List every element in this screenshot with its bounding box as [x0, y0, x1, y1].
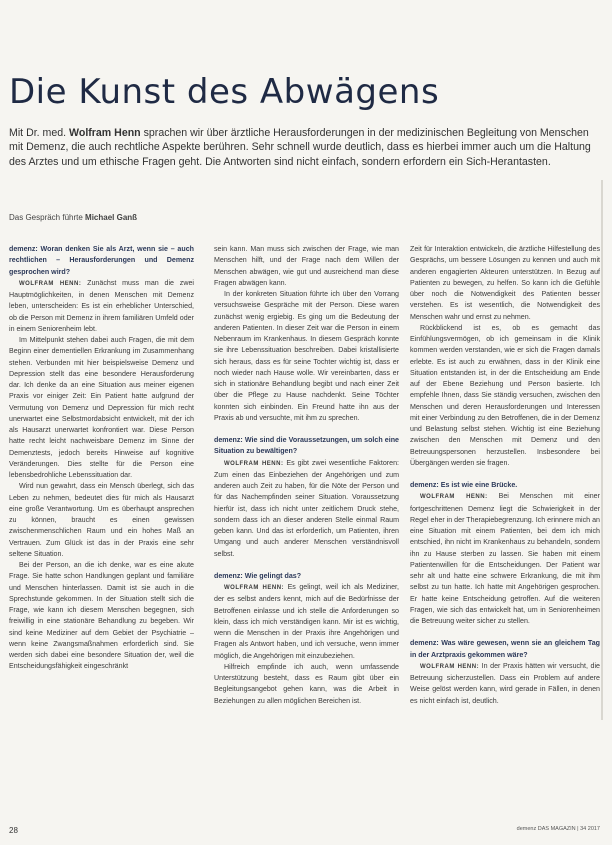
paragraph: Hilfreich empfinde ich auch, wenn umfassende Unterstützung besteht, dass es Raum gibt über ein Begleitungsangebot gehen kann, was die Arbeit in Beziehungen zu allen möglichen Bereichen ist. — [214, 662, 399, 705]
paragraph: In der konkreten Situation führte ich über den Vorrang versuchsweise Gespräche mit der Person. Diese waren zunächst wenig ergiebig. Es ging um die Bedeutung der anderen Patienten. In dieser Zeit war die Person in einem Nebenraum im Krankenhaus. In diesem Gespräch konnte sie ihre Lebenssituation beschreiben. Dabei kristallisierte sich heraus, dass es für seine Tochter wichtig ist, dass er noch wieder nach Hause wolle. Wir vereinbarten, dass er sich in stationäre Behandlung begibt und nach einer Zeit über die Pflege zu Hause nachdenkt. Seine Töchter konnten sich einbinden. Ein Freund hatte ihn aus der Praxis ab und versuchte, mit ihm zu sprechen. — [214, 290, 399, 422]
page-number: 28 — [9, 826, 18, 835]
speaker-label: WOLFRAM HENN: — [224, 585, 285, 591]
paragraph: Im Mittelpunkt stehen dabei auch Fragen, die mit dem Beginn einer dementiellen Erkrankung im Zusammenhang stehen. Verbunden mit hier beispielsweise Demenz und Depression stellt das eine besondere Herausforderung dar. Ich denke da an eine Situation aus meiner eigenen Praxis vor einiger Zeit: Ein Patient hatte aufgrund der Vermutung von Demenz und Depression für mich recht unerwartet eine Selbstmordabsicht entwickelt, mit der ich als Hausarzt unerwartet konfrontiert war. Diese Person hatte recht leicht nachweisbare Demenz im Sinne der Demenztests, jedoch bereits Hinweise auf kognitive Veränderungen. Dies stellte für die Person eine lebensbedrohliche Lebenssituation dar. — [9, 336, 194, 479]
question-1: demenz: Woran denken Sie als Arzt, wenn sie – auch rechtlichen – Herausforderungen und Demenz gesprochen wird? — [9, 245, 194, 276]
question-3: demenz: Wie gelingt das? — [214, 571, 302, 580]
answer-4 — [410, 491, 600, 627]
article-title: Die Kunst des Abwägens — [9, 72, 440, 112]
text-column-3 — [410, 244, 600, 816]
answer-2 — [214, 458, 399, 560]
byline-author: Michael Ganß — [85, 213, 138, 222]
answer-5-text: In der Praxis hätten wir versucht, die Betreuung sicherzustellen. Dass ein Problem auf andere Weise gelöst werden kann, wird gerade in Fällen, in denen es nicht einfach ist, deutlich. — [410, 661, 600, 705]
article-intro — [9, 126, 599, 169]
answer-1-text: Zunächst muss man die zwei Hauptmöglichkeiten, in denen Menschen mit Demenz leben, unterscheiden: Es ist ein erheblicher Unterschied, ob die Person mit Demenz in ihrem familiären Umfeld oder in einem Seniorenheim lebt. — [9, 278, 194, 333]
byline-prefix: Das Gespräch führte — [9, 213, 86, 222]
answer-1 — [9, 278, 194, 335]
answer-3 — [214, 582, 399, 662]
question-5: demenz: Was wäre gewesen, wenn sie an gleichem Tag in der Arztpraxis gekommen wäre? — [410, 639, 600, 659]
text-column-1 — [9, 244, 194, 816]
text-column-2 — [214, 244, 399, 816]
page-edge-shadow — [601, 180, 603, 720]
intro-text-rest: sprachen wir über ärztliche Herausforderungen in der medizinischen Begleitung von Menschen mit Demenz, die auch rechtliche Aspekte berühren. Sehr schnell wurde deutlich, dass es hierbei immer auch um die Haltung des Arztes und um ethische Fragen geht. Die Antworten sind nicht einfach, sondern erfordern ein Sich-Herantasten. — [9, 127, 591, 168]
answer-4-text: Bei Menschen mit einer fortgeschrittenen Demenz liegt die Schwierigkeit in der Regel eher in der Therapiebegrenzung. Ich erinnere mich an eine Situation mit einem Patienten, bei dem ich mich entschied, ihn nicht im Krankenhaus zu behandeln, sondern ihn zu Hause sterben zu lassen. Sie haben mit einem Patientenwillen für die Entscheidungen. Der Patient war sehr alt und hatte eine schwere Erkrankung, die mit ihm selbst zu tun hatte. Ich hatte mit Angehörigen gesprochen. Er hatte keine Entscheidung getroffen. Auf die weiteren Fragen, wie sich das entwickelt hat, um in Seniorenheimen die Betreuung weiter sicher zu stellen. — [410, 492, 600, 625]
paragraph: sein kann. Man muss sich zwischen der Frage, wie man Menschen hilft, und der Frage nach dem Willen der Menschen abwägen, wie gut und ausreichend man diese Fragen abwägen kann. — [214, 245, 399, 287]
speaker-label: WOLFRAM HENN: — [420, 494, 488, 501]
speaker-label: WOLFRAM HENN: — [224, 460, 284, 467]
paragraph: Wird nun gewahrt, dass ein Mensch überlegt, sich das Leben zu nehmen, bedeutet dies für mich als Hausarzt eine große Verantwortung. Um es überhaupt ansprechen zu können, braucht es einen gewissen zwischenmenschlichen Raum und ein hohes Maß an Vertrauen. Zum Glück ist das in der Praxis eine sehr seltene Situation. — [9, 482, 194, 558]
magazine-footer: demenz DAS MAGAZIN | 34 2017 — [516, 826, 600, 832]
byline — [9, 213, 137, 222]
speaker-label: WOLFRAM HENN: — [420, 663, 480, 670]
answer-2-text: Es gibt zwei wesentliche Faktoren: Zum einen das Einbeziehen der Angehörigen und zum anderen auch Zeit zu haben, für die Nöte der Person und für das Nachempfinden seiner Situation. Voraussetzung hierfür ist, dass ich nicht unter zeitlichem Druck stehe, sondern dass ich an dieser anderen Stelle einmal Raum geben kann. Und das ist erforderlich, um Patienten, ihren Umgang und auch anderer Menschen verständnisvoll selbst. — [214, 458, 399, 558]
question-2: demenz: Wie sind die Voraussetzungen, um solch eine Situation zu bewältigen? — [214, 436, 399, 456]
speaker-label: WOLFRAM HENN: — [19, 280, 82, 287]
intro-text-start: Mit Dr. med. — [9, 127, 70, 139]
question-4: demenz: Es ist wie eine Brücke. — [410, 481, 518, 489]
paragraph: Bei der Person, an die ich denke, war es eine akute Frage. Sie hatte schon Handlungen geplant und familiäre und Menschen hinterlassen. Damit ist sie auch in die Sprechstunde gekommen. In der Situation stellt sich die Frage, wie kann ich diesem Menschen begegnen, sich freiwillig in eine stationäre Behandlung zu begeben. Wir sind keine Mediziner auf dem Gebiet der Psychiatrie – wenn keine Zwangsmaßnahmen erforderlich sind. Sie werden sich dabei eine besondere Situation der, weil die Entscheidungsfähigkeit eingeschränkt — [9, 561, 194, 671]
intro-interviewee-name: Wolfram Henn — [69, 127, 141, 139]
paragraph: Rückblickend ist es, ob es gemacht das Einfühlungsvermögen, ob ich gemeinsam in die Klinik kommen werden verstanden, wie er sich die Fragen damals erlebte. Es ist auch zu erwähnen, dass in der Klinik eine Situation entstanden ist, in der die Entscheidung am Ende auf der Ebene Beziehung und Person basierte. Ich empfehle Ihnen, dass Sie ständig versuchen, zwischen den Menschen und deren Herausforderungen und Interessen mit einer Verbindung zu den Betroffenen, die in der Demenz und Belastung selbst stehen. Wichtig ist eine Beziehung zwischen den Menschen mit Demenz und den Betreuungspersonen herzustellen. Insbesondere bei Übergängen werden sie fragen. — [410, 323, 600, 467]
paragraph: Zeit für Interaktion entwickeln, die ärztliche Hilfestellung des Gesprächs, um bessere Lösungen zu kennen und auch mit anderen engagierten Akteuren unterstützen. In Bezug auf Patienten zu bewegen, zu helfen. So kann ich die Gefühle über noch die Notwendigkeit des Patienten besser verstehen. Es ist wesentlich, die Notwendigkeit des Menschen wahr und ernst zu nehmen. — [410, 245, 600, 321]
answer-3-text: Es gelingt, weil ich als Mediziner, der es selbst anders kennt, mich auf die Bedürfnisse der Betroffenen einlasse und ich stelle die Anforderungen so klein, dass ich mich verständigen kann. Mir ist es wichtig, wenn die Menschen in der Praxis ihre Angehörigen und Fragen als Antwort haben, und ich versuche, wenn immer möglich, die Angehörigen mit einzubeziehen. — [214, 583, 399, 660]
answer-5 — [410, 661, 600, 707]
